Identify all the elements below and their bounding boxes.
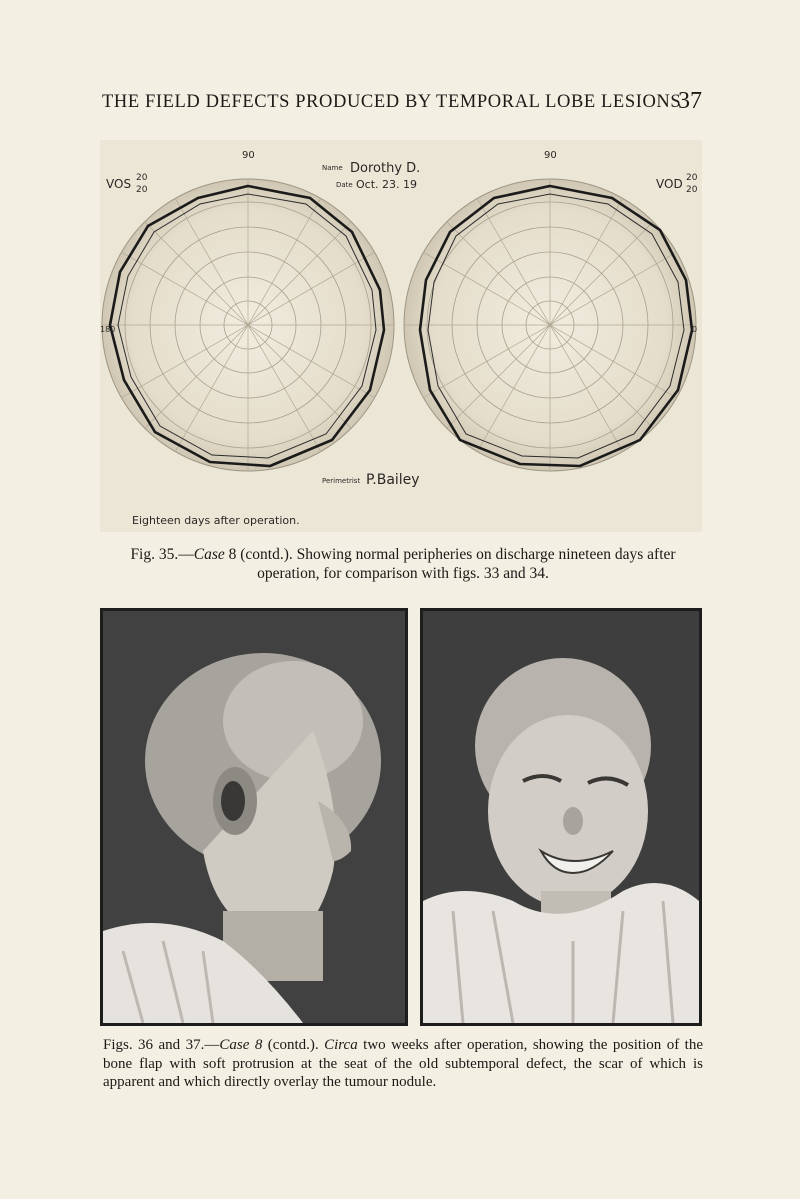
chart-date: Oct. 23. 19 [356, 178, 417, 191]
patient-name: Dorothy D. [350, 161, 421, 176]
left-eye-field [102, 179, 394, 471]
fig35-caption-text: 8 (contd.). Showing normal peripheries on discharge nineteen days after operation, for comparison with figs. 33 and 34. [224, 546, 676, 582]
right-meridian-0: 0 [692, 325, 698, 334]
running-title: THE FIELD DEFECTS PRODUCED BY TEMPORAL LOBE LESIONS [102, 92, 682, 112]
date-label: Date [336, 181, 353, 189]
running-head [102, 88, 702, 118]
fig36-caption-case: Case 8 [219, 1037, 263, 1053]
left-meridian-90: 90 [242, 150, 255, 161]
page-number: 37 [678, 88, 702, 114]
name-label: Name [322, 164, 343, 172]
figure-35-caption [103, 545, 703, 583]
fig36-caption-text: two weeks after operation, showing the position of the bone flap with soft protrusion at the seat of the old subtemporal defect, the scar of which is apparent and which directly overlay the tumour nodule. [103, 1037, 703, 1090]
frontal-photo [420, 608, 702, 1026]
frontal-photo-image [423, 611, 699, 1023]
right-acuity-top: 20 [686, 173, 698, 183]
left-acuity-bottom: 20 [136, 185, 148, 195]
perimetry-svg [100, 140, 702, 532]
perimetrist-label: Perimetrist [322, 477, 361, 485]
figures-36-37-caption [103, 1036, 703, 1092]
profile-photo-image [103, 611, 405, 1023]
right-eye-label: VOD [656, 177, 683, 191]
fig36-caption-circa: Circa [324, 1037, 358, 1053]
left-acuity-top: 20 [136, 173, 148, 183]
fig36-caption-contd: (contd.). [262, 1037, 325, 1053]
profile-photo [100, 608, 408, 1026]
fig36-caption-prefix: Figs. 36 and 37.— [103, 1037, 220, 1053]
fig35-caption-prefix: Fig. 35.— [130, 546, 194, 563]
perimetry-chart [100, 140, 702, 532]
left-meridian-180: 180 [100, 325, 116, 334]
fig35-caption-case: Case [193, 546, 225, 563]
right-eye-field [404, 179, 696, 471]
right-meridian-90: 90 [544, 150, 557, 161]
right-acuity-bottom: 20 [686, 185, 698, 195]
perimetrist-name: P.Bailey [366, 472, 420, 488]
chart-note: Eighteen days after operation. [132, 514, 300, 527]
left-eye-label: VOS [106, 177, 132, 191]
